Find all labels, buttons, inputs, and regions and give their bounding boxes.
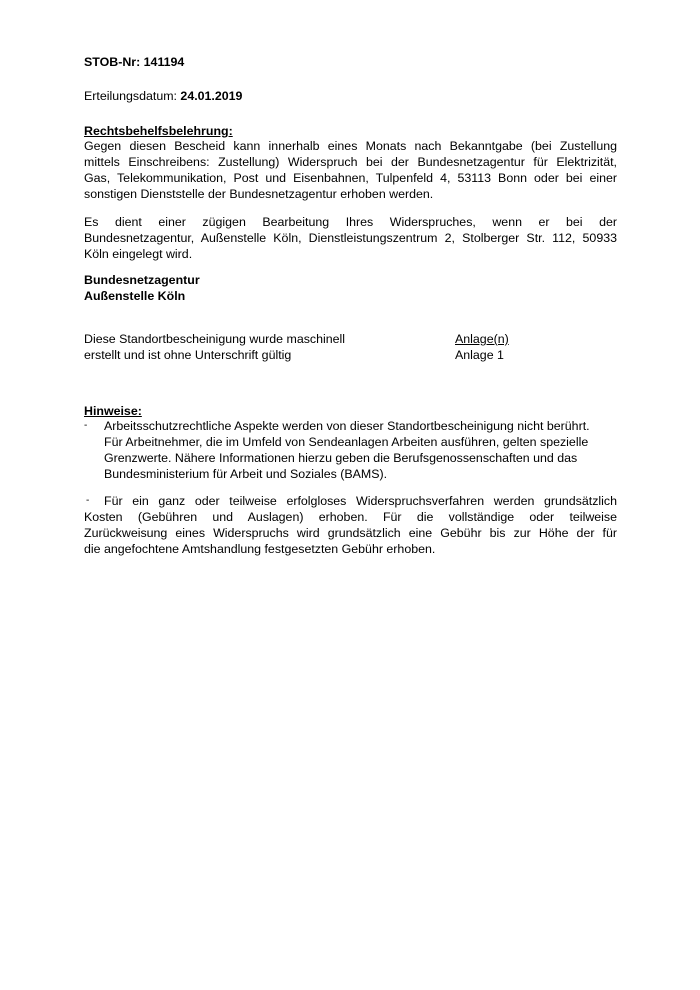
bullet-marker: - (86, 495, 90, 506)
certificate-note-line-2: erstellt und ist ohne Unterschrift gültig (84, 348, 292, 362)
attachments-label: Anlage(n) (455, 332, 509, 346)
paragraph-line: die angefochtene Amtshandlung festgesetzten Gebühr erhoben. (84, 542, 436, 556)
notes-item-1 (104, 418, 617, 482)
notes-item-2 (84, 493, 617, 557)
bullet-marker: - (84, 420, 88, 431)
paragraph-line: Kosten (Gebühren und Auslagen) erhoben. Für die vollständige oder teilweise (84, 510, 617, 524)
paragraph-line: Grenzwerte. Nähere Informationen hierzu geben die Berufsgenossenschaften und das (104, 451, 578, 465)
paragraph-line: sonstigen Dienststelle der Bundesnetzagentur erhoben werden. (84, 187, 434, 201)
paragraph-line: Für Arbeitnehmer, die im Umfeld von Sendeanlagen Arbeiten ausführen, gelten spezielle (104, 435, 589, 449)
issue-date-label: Erteilungsdatum: (84, 89, 181, 103)
paragraph-line: Gas, Telekommunikation, Post und Eisenbahnen, Tulpenfeld 4, 53113 Bonn oder bei einer (84, 171, 617, 185)
paragraph-line: Für ein ganz oder teilweise erfolgloses Widerspruchsverfahren werden grundsätzlich (104, 494, 617, 508)
issue-date (84, 88, 242, 104)
paragraph-line: Arbeitsschutzrechtliche Aspekte werden von dieser Standortbescheinigung nicht berührt. (104, 419, 590, 433)
attachments-value: Anlage 1 (455, 348, 504, 362)
legal-remedy-heading: Rechtsbehelfsbelehrung: (84, 124, 233, 138)
paragraph-line: Bundesnetzagentur, Außenstelle Köln, Dienstleistungszentrum 2, Stolberger Str. 112, 50933 (84, 231, 617, 245)
paragraph-line: Es dient einer zügigen Bearbeitung Ihres Widerspruches, wenn er bei der (84, 215, 617, 229)
stob-number: STOB-Nr: 141194 (84, 55, 185, 69)
issue-date-value: 24.01.2019 (180, 89, 243, 103)
legal-remedy-paragraph-2 (84, 214, 617, 262)
authority-name: Bundesnetzagentur (84, 273, 200, 287)
paragraph-line: Gegen diesen Bescheid kann innerhalb eines Monats nach Bekanntgabe (bei Zustellung (84, 139, 617, 153)
paragraph-line: Bundesministerium für Arbeit und Soziales (BAMS). (104, 467, 388, 481)
authority-office: Außenstelle Köln (84, 289, 186, 303)
paragraph-line: Zurückweisung eines Widerspruchs wird grundsätzlich eine Gebühr bis zur Höhe der für (84, 526, 617, 540)
certificate-note-line-1: Diese Standortbescheinigung wurde maschinell (84, 332, 346, 346)
paragraph-line: mittels Einschreibens: Zustellung) Widerspruch bei der Bundesnetzagentur für Elektrizität, (84, 155, 617, 169)
paragraph-line: Köln eingelegt wird. (84, 247, 193, 261)
notes-heading: Hinweise: (84, 404, 142, 418)
legal-remedy-paragraph-1 (84, 138, 617, 202)
